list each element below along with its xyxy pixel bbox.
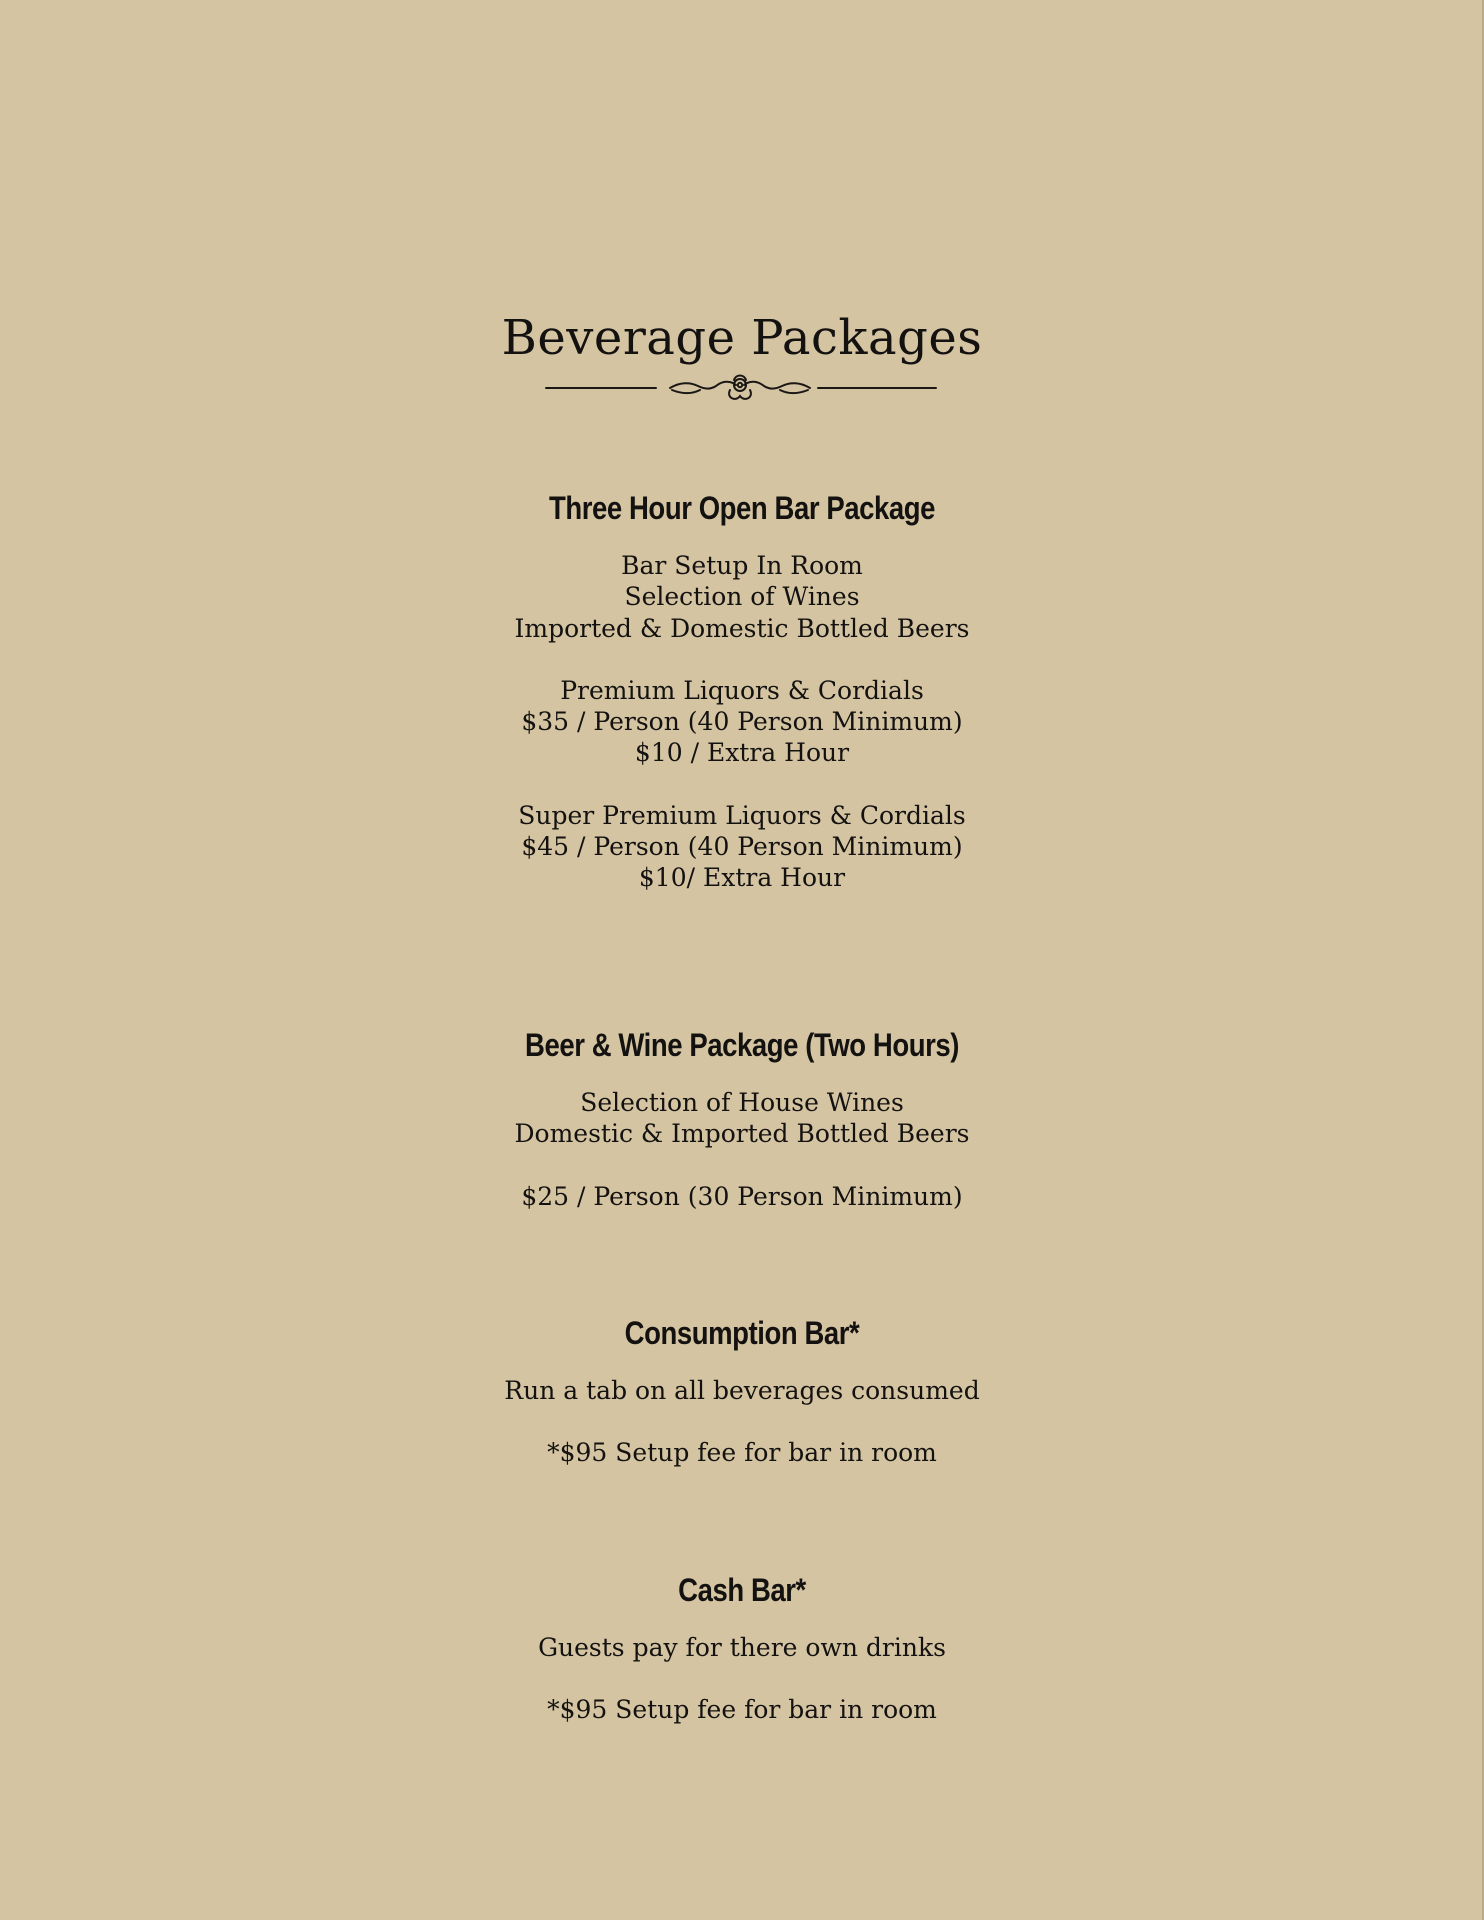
item-line: Super Premium Liquors & Cordials	[518, 800, 966, 830]
section-heading: Consumption Bar*	[624, 1315, 860, 1351]
price-line: $35 / Person (40 Person Minimum)	[521, 707, 963, 737]
fee-note: *$95 Setup fee for bar in room	[547, 1695, 937, 1725]
section-cash-bar	[0, 1570, 1484, 1726]
price-line: $25 / Person (30 Person Minimum)	[521, 1181, 963, 1211]
section-open-bar	[0, 488, 1484, 894]
item-line: Selection of House Wines	[580, 1088, 904, 1117]
section-heading: Three Hour Open Bar Package	[548, 490, 936, 526]
ornamental-divider-icon	[540, 368, 940, 408]
item-line: Run a tab on all beverages consumed	[504, 1376, 980, 1405]
section-heading: Beer & Wine Package (Two Hours)	[525, 1027, 959, 1063]
price-line: $10/ Extra Hour	[638, 863, 846, 893]
section-beer-wine	[0, 1025, 1484, 1212]
section-consumption-bar	[0, 1313, 1484, 1469]
item-line: Premium Liquors & Cordials	[560, 675, 924, 705]
item-line: Imported & Domestic Bottled Beers	[514, 613, 970, 643]
fee-note: *$95 Setup fee for bar in room	[547, 1438, 937, 1468]
price-line: $45 / Person (40 Person Minimum)	[521, 832, 963, 862]
price-line: $10 / Extra Hour	[634, 738, 850, 768]
item-line: Selection of Wines	[624, 582, 860, 612]
item-line: Guests pay for there own drinks	[538, 1633, 946, 1662]
section-heading: Cash Bar*	[678, 1572, 806, 1608]
item-line: Bar Setup In Room	[621, 551, 863, 580]
page-title: Beverage Packages	[501, 310, 983, 366]
item-line: Domestic & Imported Bottled Beers	[514, 1119, 970, 1149]
